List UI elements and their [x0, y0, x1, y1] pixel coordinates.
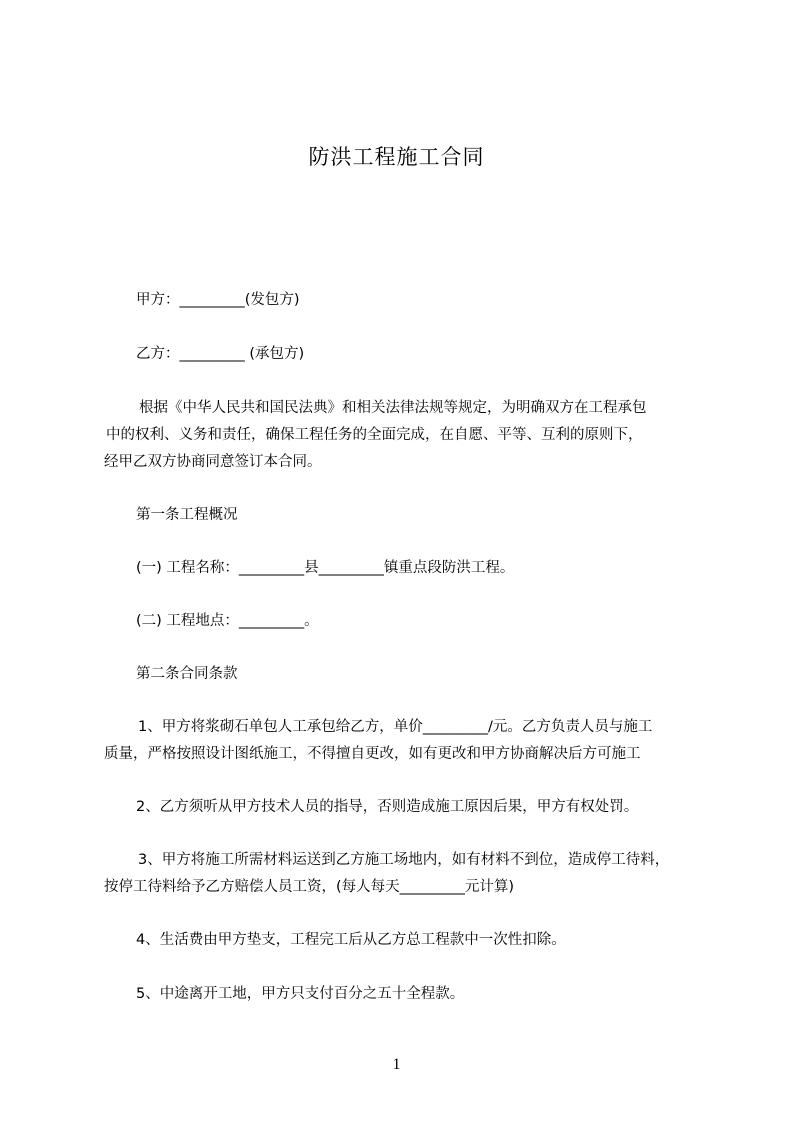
article-1-item-1: (一) 工程名称：_________县_________镇重点段防洪工程。 [136, 560, 515, 576]
clause-3-line-2: 按停工待料给予乙方赔偿人员工资，(每人每天_________元计算) [104, 879, 515, 895]
page-number: 1 [392, 1056, 401, 1073]
article-1-item-2: (二) 工程地点：_________。 [136, 613, 319, 629]
clause-4: 4、生活费由甲方垫支，工程完工后从乙方总工程款中一次性扣除。 [136, 932, 566, 948]
party-b-line: 乙方：_________ (承包方) [136, 346, 305, 362]
article-1-heading: 第一条工程概况 [136, 507, 238, 523]
clause-1-line-2: 质量，严格按照设计图纸施工，不得擅自更改，如有更改和甲方协商解决后方可施工 [104, 746, 641, 762]
clause-2: 2、乙方须听从甲方技术人员的指导，否则造成施工原因后果，甲方有权处罚。 [136, 799, 639, 815]
intro-paragraph-line-1: 根据《中华人民共和国民法典》和相关法律法规等规定，为明确双方在工程承包 [139, 400, 647, 416]
intro-paragraph-line-2: 中的权利、义务和责任，确保工程任务的全面完成，在自愿、平等、互利的原则下， [106, 427, 643, 443]
clause-1-line-1: 1、甲方将浆砌石单包人工承包给乙方，单价_________/元。乙方负责人员与施工 [138, 719, 653, 735]
document-title: 防洪工程施工合同 [308, 145, 485, 169]
clause-3-line-1: 3、甲方将施工所需材料运送到乙方施工场地内，如有材料不到位，造成停工待料， [138, 852, 670, 868]
article-2-heading: 第二条合同条款 [136, 666, 238, 682]
clause-5: 5、中途离开工地，甲方只支付百分之五十全程款。 [136, 986, 465, 1002]
party-a-line: 甲方：_________(发包方) [136, 292, 300, 308]
intro-paragraph-line-3: 经甲乙双方协商同意签订本合同。 [104, 454, 322, 470]
